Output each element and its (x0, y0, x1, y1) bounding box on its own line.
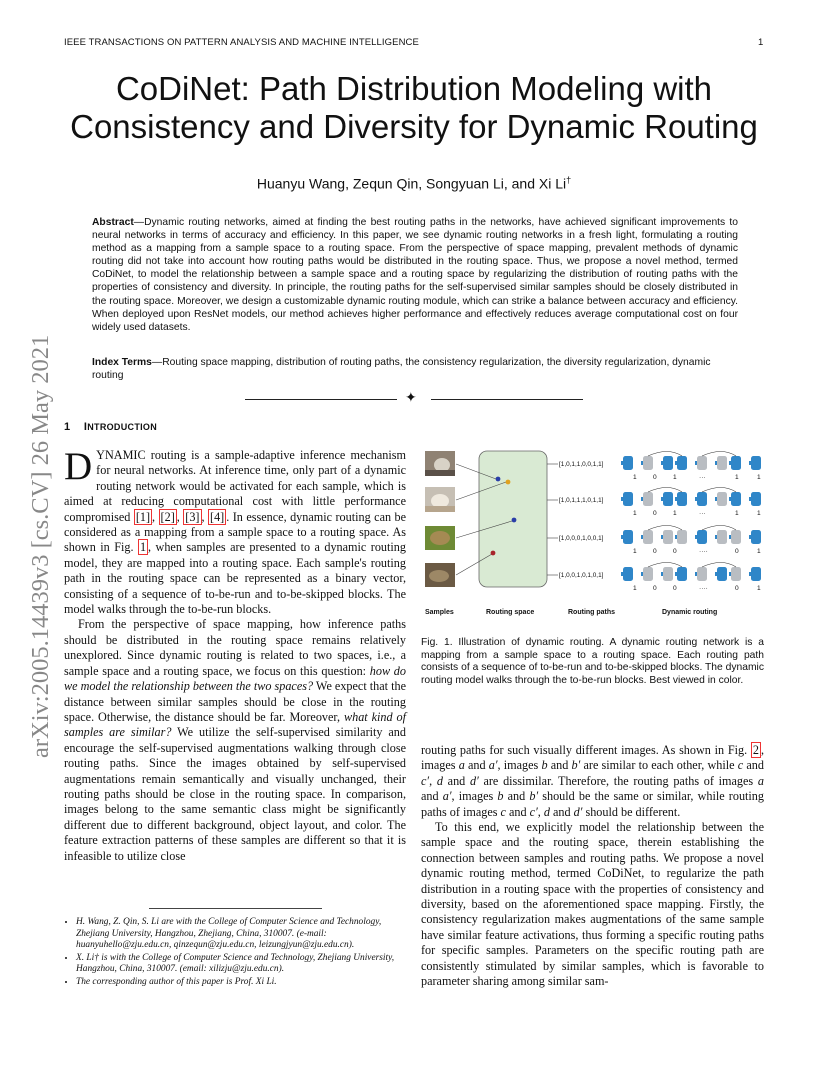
routing-block (663, 567, 673, 581)
routing-block (623, 492, 633, 506)
sample-images (425, 451, 455, 587)
block-connector (715, 535, 717, 539)
block-bit: 1 (633, 548, 637, 555)
block-bit: 0 (653, 510, 657, 517)
authors (40, 175, 788, 192)
index-terms (92, 356, 738, 382)
section-heading (64, 421, 157, 433)
routing-block (697, 567, 707, 581)
intro-paragraph-1: DYNAMIC routing is a sample-adaptive inference mechanism for neural networks. At inference time, only part of a dynamic routing network would be activated for each sample, which is aimed at reducing computational cost with little performance compromised [1] , [2] , [3] , [4] . In essence, dynamic routing can be considered as a mapping from a sample space to a routing space. As shown in Fig. 1 , when samples are presented to a dynamic routing model, they are mapped into a routing space. Each sample's routing path in the routing space can be represented as a binary vector, consisting of a sequence of to-be-run and to-be-skipped blocks. The model walks through the to-be-run blocks. (64, 445, 407, 617)
figure-link[interactable]: 2 (752, 743, 759, 757)
block-connector (641, 461, 643, 465)
figure-link[interactable]: 1 (139, 540, 147, 555)
path-vector: [1,0,1,1,1,0,1,1] (559, 497, 604, 504)
abstract-text: —Dynamic routing networks, aimed at finding the best routing paths in the networks, have achieved significant improvements to neural networks in terms of accuracy and efficiency. In this paper, we see dynamic routing networks in a fresh light, formulating a routing method as a mapping from a sample space to a routing space. From the perspective of space mapping, prevalent methods of dynamic routing did not take into account how routing paths would be distributed in the routing space. Thus, we propose a novel method, termed CoDiNet, to model the relationship between a sample space and a routing space by regularizing the distribution of routing paths with the properties of consistency and diversity. In principle, the routing paths for the self-supervised similar samples should be closely distributed in the routing space. Moreover, we design a customizable dynamic routing module, which can strike a balance between accuracy and efficiency. When deployed upon ResNet models, our method achieves higher performance and effectively reduces average computational cost on four widely used datasets. (92, 217, 738, 333)
right-column (421, 743, 764, 990)
routing-block (751, 492, 761, 506)
footnote-rule (149, 908, 322, 909)
block-bit: 1 (633, 510, 637, 517)
block-connector (695, 535, 697, 539)
block-connector (621, 497, 623, 501)
routing-block (751, 567, 761, 581)
routing-block (731, 456, 741, 470)
citation-link[interactable]: [1] (135, 509, 151, 524)
block-bit: 0 (735, 548, 739, 555)
journal-header: IEEE TRANSACTIONS ON PATTERN ANALYSIS AND MACHINE INTELLIGENCE (64, 37, 419, 48)
block-bit: 1 (757, 585, 761, 592)
abstract (92, 216, 738, 334)
dynamic-routing-blocks (621, 452, 761, 582)
routing-block (677, 530, 687, 544)
skip-arc (648, 488, 736, 493)
arxiv-stamp (10, 282, 58, 762)
routing-block (751, 456, 761, 470)
block-connector (729, 535, 731, 539)
section-title-first: I (83, 421, 88, 433)
routing-block (697, 530, 707, 544)
block-connector (729, 497, 731, 501)
routing-block (677, 456, 687, 470)
block-connector (675, 572, 677, 576)
label-routing-space: Routing space (486, 609, 535, 616)
block-connector (661, 572, 663, 576)
section-title-rest: NTRODUCTION (87, 422, 158, 432)
figure-labels (425, 609, 717, 616)
intro-paragraph-2: From the perspective of space mapping, how inference paths should be distributed in the routing space remains relatively unexplored. Since dynamic routing is related to two spaces, i.e., a sample space and a routing space, we focus on this question: how do we model the relationship between the two spaces? We expect that the distance between similar samples should be close in the routing space. Otherwise, the distance should be far. Moreover, what kind of samples are similar? We utilize the self-supervised similarity and encourage the self-supervised augmentations walking through close routing paths. Since the images obtained by self-supervised augmentations remain semantically and visually unchanged, their routing paths should be close in the routing space. In comparison, images belong to the same semantic class might be significantly different due to different background, object layout, and color. The feature extraction patterns of these samples are different so that it is infeasible to utilize close (64, 617, 407, 863)
skip-arc (648, 563, 736, 568)
block-bit: 0 (653, 474, 657, 481)
block-bit: 0 (673, 548, 677, 555)
right-paragraph-1: routing paths for such visually different images. As shown in Fig. 2 , images a and a′, images b and b′ are similar to each other, while c and c′, d and d′ are dissimilar. Therefore, the routing paths of images a and a′, images b and b′ should be the same or similar, while routing paths of images c and c′, d and d′ should be different. (421, 743, 764, 819)
block-connector (695, 497, 697, 501)
block-bit: 1 (633, 585, 637, 592)
divider-right (431, 399, 583, 400)
routing-block (663, 456, 673, 470)
index-terms-label: Index Terms (92, 357, 152, 368)
block-connector (749, 461, 751, 465)
block-bit: 0 (735, 585, 739, 592)
citation-link[interactable]: [4] (210, 509, 225, 524)
block-connector (749, 572, 751, 576)
routing-block (643, 492, 653, 506)
routing-block (643, 567, 653, 581)
routing-block (731, 492, 741, 506)
block-bit: ···· (699, 585, 708, 592)
path-vector: [1,0,0,0,1,0,0,1] (559, 535, 604, 542)
routing-block (717, 530, 727, 544)
arxiv-stamp-text: arXiv:2005.14439v3 [cs.CV] 26 May 2021 (27, 334, 54, 758)
left-column (64, 445, 407, 864)
author-list: Huanyu Wang, Zequn Qin, Songyuan Li, and Xi Li (256, 175, 567, 192)
path-vector: [1,0,0,1,0,1,0,1] (559, 572, 604, 579)
block-bit: 0 (673, 585, 677, 592)
skip-arc (648, 526, 736, 531)
routing-block (717, 456, 727, 470)
block-connector (641, 535, 643, 539)
routing-block (697, 456, 707, 470)
page-number: 1 (758, 37, 764, 48)
dropcap: D (64, 445, 93, 488)
paper-title (40, 70, 788, 146)
block-connector (675, 535, 677, 539)
routing-block (677, 567, 687, 581)
abstract-label: Abstract (92, 217, 134, 228)
block-bit: 1 (757, 510, 761, 517)
routing-block (663, 530, 673, 544)
block-connector (621, 535, 623, 539)
path-vector: [1,0,1,1,0,0,1,1] (559, 461, 604, 468)
block-bit: 1 (735, 510, 739, 517)
routing-block (751, 530, 761, 544)
routing-block (623, 456, 633, 470)
block-bit: 0 (653, 585, 657, 592)
citation-link[interactable]: [2] (160, 509, 175, 524)
skip-arc (648, 452, 736, 457)
block-connector (729, 572, 731, 576)
routing-block (623, 530, 633, 544)
title-line-1: CoDiNet: Path Distribution Modeling with (115, 70, 713, 107)
label-routing-paths: Routing paths (568, 609, 616, 616)
citation-link[interactable]: [3] (185, 509, 200, 524)
footnote-item: • X. Li† is with the College of Computer Science and Technology, Zhejiang University, Hangzhou, China, 310007. (email: xilizju@zju.edu.cn). (76, 953, 406, 976)
footnotes (64, 917, 406, 989)
block-connector (641, 497, 643, 501)
block-connector (641, 572, 643, 576)
block-connector (729, 461, 731, 465)
block-connector (749, 497, 751, 501)
routing-block (731, 567, 741, 581)
routing-block (697, 492, 707, 506)
footnote-item: • H. Wang, Z. Qin, S. Li are with the College of Computer Science and Technology, Zhejiang University, Hangzhou, Zhejiang, China, 310007. (e-mail: huanyuhello@zju.edu.cn, qinzequn@zju.edu.cn, leizungjyun@zju.edu.cn). (76, 917, 406, 952)
footnote-item: • The corresponding author of this paper is Prof. Xi Li. (76, 977, 406, 989)
divider-star-icon: ✦ (405, 391, 417, 406)
routing-block (623, 567, 633, 581)
routing-block (663, 492, 673, 506)
path-vectors (559, 461, 604, 579)
block-bit: ···· (699, 548, 708, 555)
dropcap-rest: YNAMIC (96, 448, 146, 462)
block-connector (715, 572, 717, 576)
block-connector (661, 535, 663, 539)
block-bit: ··· (699, 510, 706, 517)
author-mark: † (566, 175, 572, 185)
divider-left (245, 399, 397, 400)
index-terms-text: —Routing space mapping, distribution of routing paths, the consistency regularization, the diversity regularization, dynamic routing (92, 357, 711, 382)
figure-caption: Fig. 1. Illustration of dynamic routing. A dynamic routing network is a mapping from a sample space to a routing space. Each routing path consists of a sequence of to-be-run and to-be-skipped blocks. The dynamic routing model walks through the to-be-run blocks. Best viewed in color. (421, 637, 764, 686)
block-connector (695, 572, 697, 576)
block-bit: 1 (673, 474, 677, 481)
block-bit: 1 (673, 510, 677, 517)
figure-1 (420, 446, 764, 626)
block-bit: 1 (633, 474, 637, 481)
routing-block (677, 492, 687, 506)
block-connector (749, 535, 751, 539)
block-connector (675, 497, 677, 501)
block-connector (621, 572, 623, 576)
title-line-2: Consistency and Diversity for Dynamic Routing (70, 108, 758, 145)
routing-block (643, 530, 653, 544)
block-connector (621, 461, 623, 465)
section-number: 1 (64, 421, 71, 433)
block-bit: 1 (757, 548, 761, 555)
routing-block (643, 456, 653, 470)
block-connector (715, 461, 717, 465)
block-connector (675, 461, 677, 465)
routing-block (731, 530, 741, 544)
right-paragraph-2: To this end, we explicitly model the relationship between the sample space and the routing space, therein establishing the connection between samples and routing paths. We propose a novel dynamic routing method, termed CoDiNet, to regularize the path distribution in a routing space with the properties of consistency and diversity, based on the aforementioned space mapping. Firstly, the consistency regularization makes augmentations of the same sample have similar feature activations, thus forming a specific routing paths for specific samples. Parameters on the specific routing path are consistently stimulated by similar samples, which is favorable to parameter sharing among similar sam- (421, 820, 764, 989)
routing-block (717, 492, 727, 506)
routing-block (717, 567, 727, 581)
block-connector (661, 461, 663, 465)
block-connector (695, 461, 697, 465)
label-samples: Samples (425, 609, 454, 616)
block-bit: ··· (699, 474, 706, 481)
block-connector (715, 497, 717, 501)
label-dynamic-routing: Dynamic routing (662, 609, 718, 616)
path-arrows (547, 464, 558, 575)
block-connector (661, 497, 663, 501)
block-bit: 0 (653, 548, 657, 555)
block-bit: 1 (757, 474, 761, 481)
block-bit: 1 (735, 474, 739, 481)
